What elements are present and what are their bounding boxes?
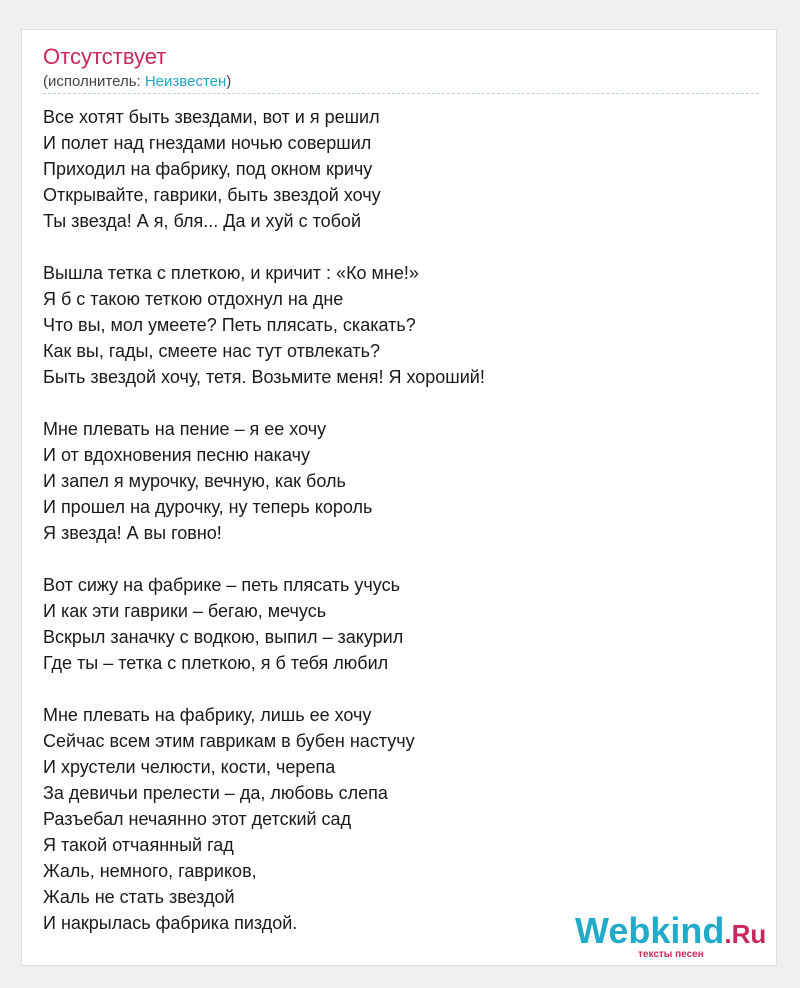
stanza	[43, 104, 759, 234]
lyric-line: Что вы, мол умеете? Петь плясать, скакать?	[43, 315, 416, 335]
lyric-line: Вот сижу на фабрике – петь плясать учусь	[43, 575, 400, 595]
lyric-line: И накрылась фабрика пиздой.	[43, 913, 298, 933]
lyric-line: И запел я мурочку, вечную, как боль	[43, 471, 346, 491]
performer-suffix: )	[226, 73, 232, 90]
stanza-gap	[43, 234, 759, 260]
lyric-line: Сейчас всем этим гаврикам в бубен настучу	[43, 731, 415, 751]
stanza	[43, 260, 759, 390]
lyric-line: Вышла тетка с плеткою, и кричит : «Ко мне!»	[43, 263, 419, 283]
logo-tagline: тексты песен	[638, 949, 704, 960]
lyric-line: Мне плевать на пение – я ее хочу	[43, 419, 327, 439]
webkind-logo[interactable]	[575, 910, 770, 962]
stanza	[43, 702, 759, 936]
logo-wordmark	[575, 910, 766, 952]
performer-line	[43, 73, 231, 90]
lyrics-card	[21, 29, 777, 966]
stanza	[43, 572, 759, 676]
lyric-line: Мне плевать на фабрику, лишь ее хочу	[43, 705, 372, 725]
lyric-line: Быть звездой хочу, тетя. Возьмите меня! Я хороший!	[43, 367, 485, 387]
lyric-line: Я б с такою теткою отдохнул на дне	[43, 289, 344, 309]
lyric-line: Где ты – тетка с плеткою, я б тебя любил	[43, 653, 389, 673]
title-divider	[43, 93, 759, 94]
logo-brand-tld: .Ru	[724, 919, 767, 949]
lyric-line: Я звезда! А вы говно!	[43, 523, 222, 543]
lyric-line: Как вы, гады, смеете нас тут отвлекать?	[43, 341, 381, 361]
lyric-line: Вскрыл заначку с водкою, выпил – закурил	[43, 627, 404, 647]
stanza	[43, 416, 759, 546]
lyric-line: И хрустели челюсти, кости, черепа	[43, 757, 336, 777]
lyric-line: Открывайте, гаврики, быть звездой хочу	[43, 185, 381, 205]
lyric-line: И от вдохновения песню накачу	[43, 445, 310, 465]
stanza-gap	[43, 676, 759, 702]
lyric-line: И полет над гнездами ночью совершил	[43, 133, 372, 153]
logo-brand-main: Webkind	[575, 910, 725, 951]
lyric-line: Все хотят быть звездами, вот и я решил	[43, 107, 380, 127]
lyric-line: И прошел на дурочку, ну теперь король	[43, 497, 373, 517]
lyric-line: За девичьи прелести – да, любовь слепа	[43, 783, 388, 803]
lyric-line: Ты звезда! А я, бля... Да и хуй с тобой	[43, 211, 361, 231]
lyrics-body	[43, 104, 759, 936]
performer-prefix: (исполнитель:	[43, 73, 145, 90]
stanza-gap	[43, 546, 759, 572]
lyric-line: Я такой отчаянный гад	[43, 835, 234, 855]
lyric-line: Жаль не стать звездой	[43, 887, 235, 907]
performer-link[interactable]: Неизвестен	[144, 73, 227, 90]
song-title: Отсутствует	[43, 44, 167, 69]
lyric-line: Приходил на фабрику, под окном кричу	[43, 159, 373, 179]
stanza-gap	[43, 390, 759, 416]
lyric-line: Разъебал нечаянно этот детский сад	[43, 809, 352, 829]
lyric-line: И как эти гаврики – бегаю, мечусь	[43, 601, 327, 621]
lyric-line: Жаль, немного, гавриков,	[43, 861, 257, 881]
